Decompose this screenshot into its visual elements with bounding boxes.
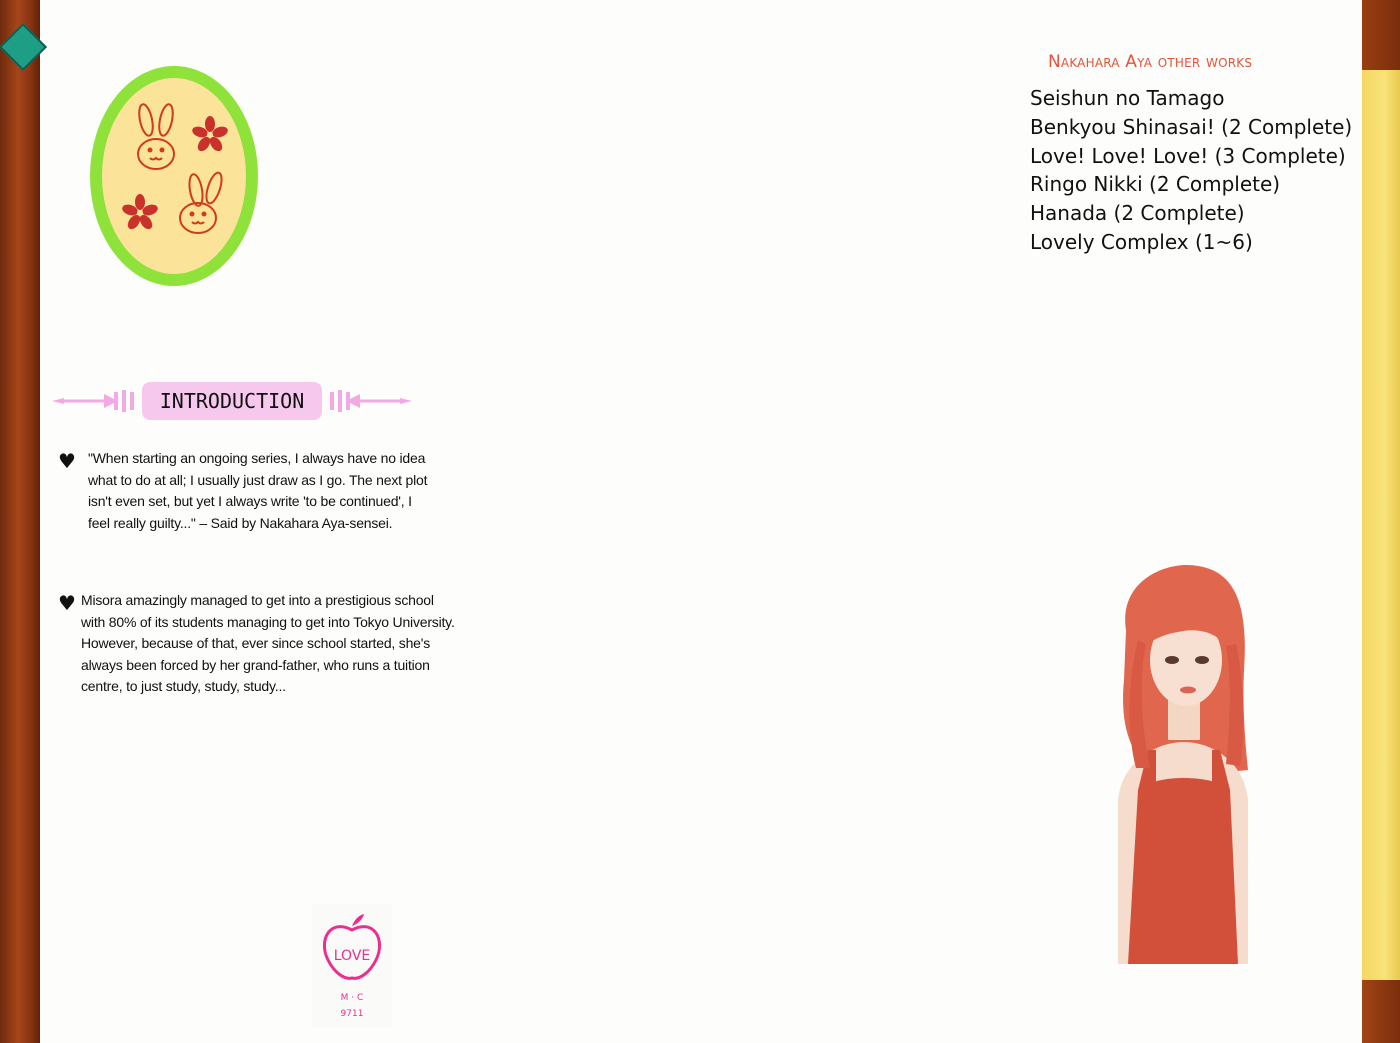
- paragraph-line: always been forced by her grand-father, who runs a tuition: [81, 656, 430, 673]
- list-item: Ringo Nikki (2 Complete): [1030, 172, 1281, 197]
- other-works-title: Nakahara Aya other works: [1048, 52, 1253, 72]
- paragraph-line: centre, to just study, study, study...: [81, 678, 286, 695]
- other-works-list: [1030, 84, 1352, 257]
- list-item: Benkyou Shinasai! (2 Complete): [1030, 114, 1353, 139]
- right-spine-bottom: [1362, 980, 1400, 1043]
- diamond-icon: [0, 23, 47, 71]
- intro-story-paragraph: [81, 590, 455, 698]
- left-spine: [0, 0, 40, 1043]
- logo-line1: M · C: [340, 993, 364, 1003]
- paragraph-line: isn't even set, but yet I always write 'to be continued', I: [88, 493, 412, 510]
- list-item: Lovely Complex (1~6): [1030, 229, 1253, 254]
- logo-line2: 9711: [340, 1009, 364, 1019]
- right-spine-yellow: [1362, 70, 1400, 980]
- intro-quote-paragraph: [88, 448, 427, 534]
- girl-illustration: [1098, 560, 1268, 964]
- heart-icon: ♥: [58, 591, 76, 615]
- list-item: Love! Love! Love! (3 Complete): [1030, 143, 1346, 168]
- introduction-heading: INTRODUCTION: [142, 382, 322, 420]
- right-spine-top: [1362, 0, 1400, 70]
- paragraph-line: Misora amazingly managed to get into a prestigious school: [81, 592, 434, 608]
- logo-word: LOVE: [333, 948, 371, 964]
- paragraph-line: what to do at all; I usually just draw as I go. The next plot: [88, 471, 428, 488]
- paragraph-line: However, because of that, ever since school started, she's: [81, 635, 431, 652]
- list-item: Seishun no Tamago: [1030, 86, 1225, 110]
- list-item: Hanada (2 Complete): [1030, 201, 1245, 226]
- bunny-oval-illustration: [86, 62, 262, 290]
- paragraph-line: with 80% of its students managing to get into Tokyo University.: [81, 613, 455, 630]
- heart-icon: ♥: [58, 449, 76, 473]
- paragraph-line: "When starting an ongoing series, I always have no idea: [88, 450, 426, 466]
- paragraph-line: feel really guilty..." – Said by Nakahara Aya-sensei.: [88, 514, 393, 531]
- love-apple-logo: [312, 904, 392, 1028]
